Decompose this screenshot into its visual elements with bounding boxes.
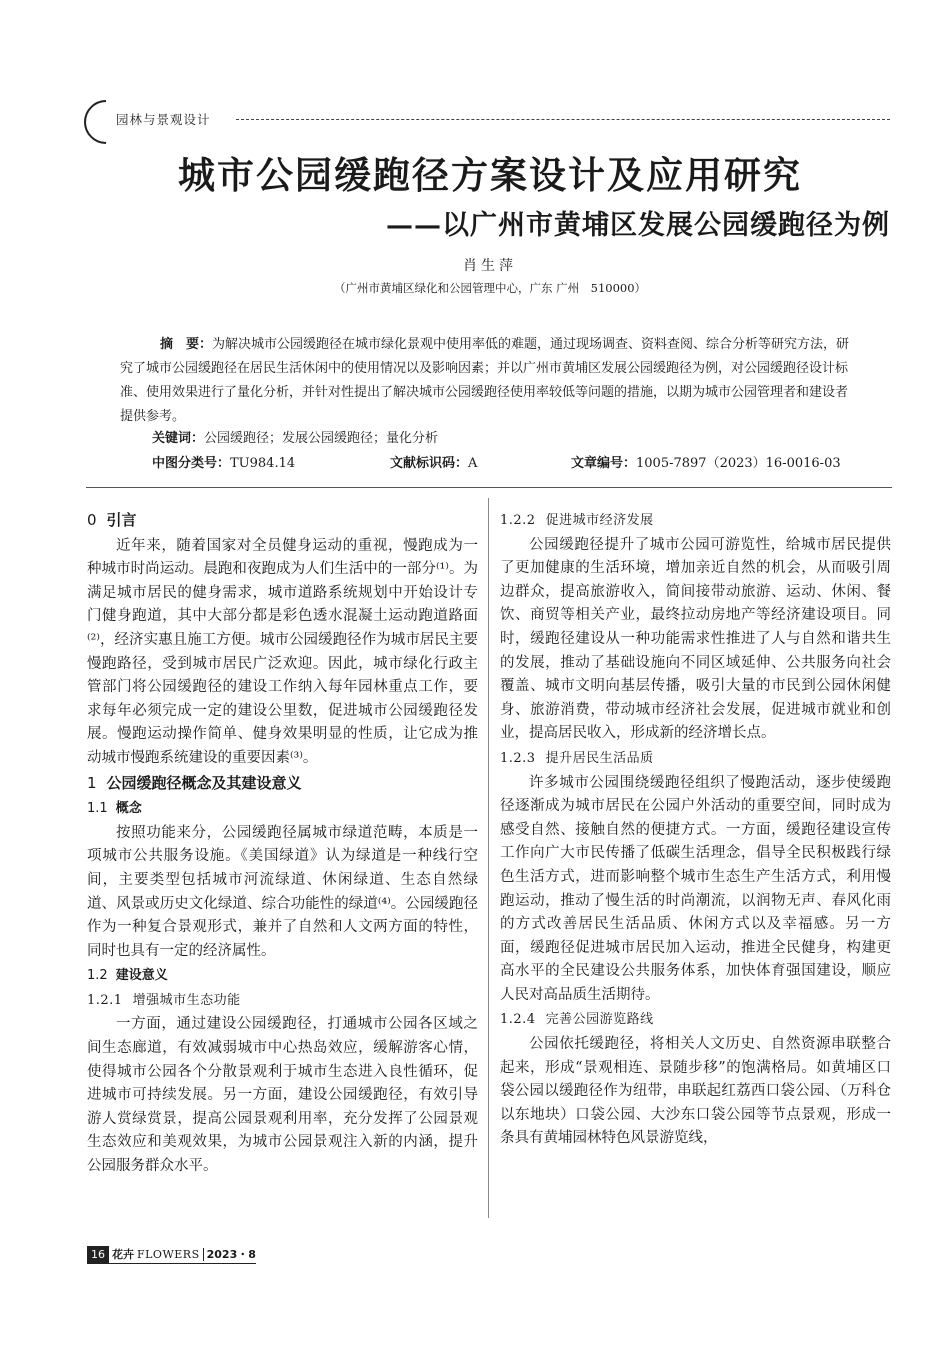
section-heading: 1 公园缓跑径概念及其建设意义 (87, 773, 302, 792)
article-number-label: 文章编号： (571, 456, 637, 471)
subsubsection-heading: 1.2.4 完善公园游览路线 (500, 1012, 654, 1028)
paragraph: 一方面，通过建设公园缓跑径，打通城市公园各区域之间生态廊道，有效减弱城市中心热岛效应，缓解游客心情，使得城市公园各个分散景观利于城市生态进入良性循环，促进城市可持续发展。另一方面，建设公园缓跑径，有效引导游人赏绿赏景，提高公园景观利用率，充分发挥了公园景观生态效应和美观效果，为城市公园景观注入新的内涵，提升公园服务群众水平。 (87, 1016, 478, 1175)
header-dashed-rule (236, 119, 890, 120)
page-footer (87, 1245, 256, 1264)
keywords (152, 427, 438, 446)
article-number-value: 1005-7897（2023）16-0016-03 (636, 456, 841, 471)
column-divider (488, 498, 489, 1218)
doc-code-label: 文献标识码： (390, 456, 469, 471)
subsubsection-heading: 1.2.3 提升居民生活品质 (500, 750, 654, 766)
subsection-heading: 1.2 建设意义 (87, 968, 168, 984)
page-number: 16 (87, 1246, 109, 1263)
keywords-text: 公园缓跑径；发展公园缓跑径；量化分析 (204, 431, 439, 446)
page-subtitle: ——以广州市黄埔区发展公园缓跑径为例 (386, 210, 890, 241)
doc-code (390, 452, 477, 471)
author: 肖生萍 (463, 258, 517, 274)
subsubsection-heading: 1.2.2 促进城市经济发展 (500, 513, 654, 528)
journal-name: 花卉 (112, 1248, 134, 1261)
article-number (571, 452, 841, 471)
subsubsection-heading: 1.2.1 增强城市生态功能 (87, 992, 241, 1008)
paragraph: 按照功能来分，公园缓跑径属城市绿道范畴，本质是一项城市公共服务设施。《美国绿道》认为绿道是一种线行空间，主要类型包括城市河流绿道、休闲绿道、生态自然绿道、风景或历史文化绿道、综合功能性的绿道⁽⁴⁾。公园缓跑径作为一种复合景观形式，兼并了自然和人文两方面的特性，同时也具有一定的经济属性。 (87, 824, 478, 959)
paragraph: 公园依托缓跑径，将相关人文历史、自然资源串联整合起来，形成“景观相连、景随步移”的饱满格局。如黄埔区口袋公园以缓跑径作为纽带，串联起红荔西口袋公园、（万科仓以东地块）口袋公园、大沙东口袋公园等节点景观，形成一条具有黄埔园林特色风景游览线， (500, 1036, 891, 1147)
issue-number: 2023・8 (206, 1248, 256, 1261)
abstract-label: 摘 要： (160, 337, 213, 352)
affiliation: （广州市黄埔区绿化和公园管理中心，广东 广州 510000） (333, 281, 647, 295)
clc-number (152, 452, 295, 471)
paragraph: 许多城市公园围绕缓跑径组织了慢跑活动，逐步使缓跑径逐渐成为城市居民在公园户外活动的重要空间，同时成为感受自然、接触自然的便捷方式。一方面，缓跑径建设宣传工作向广大市民传播了低碳生活理念，倡导全民积极践行绿色生活方式，进而影响整个城市生态生产生活方式，利用慢跑运动，推动了慢生活的时尚潮流，以润物无声、春风化雨的方式改善居民生活品质、休闲方式以及幸福感。另一方面，缓跑径促进城市居民加入运动，推进全民健身，构建更高水平的全民建设公共服务体系，加快体育强国建设，顺应人民对高品质生活期待。 (500, 774, 891, 1003)
section-label: 园林与景观设计 (116, 112, 211, 127)
keywords-label: 关键词： (152, 431, 205, 446)
section-heading: 0 引言 (87, 511, 137, 529)
paragraph: 公园缓跑径提升了城市公园可游览性，给城市居民提供了更加健康的生活环境，增加亲近自然的机会，从而吸引周边群众，提高旅游收入，简间接带动旅游、运动、休闲、餐饮、商贸等相关产业，最终拉动房地产等经济建设项目。同时，缓跑径建设从一种功能需求性推进了人与自然和谐共生的发展，推动了基础设施向不同区域延伸、公共服务向社会覆盖、城市文明向基层传播，吸引大量的市民到公园休闲健身、旅游消费，带动城市经济社会发展，促进城市就业和创业，提高居民收入，形成新的经济增长点。 (500, 536, 891, 742)
clc-value: TU984.14 (230, 456, 296, 471)
left-column (87, 508, 478, 1179)
page-title: 城市公园缓跑径方案设计及应用研究 (178, 153, 802, 197)
journal-name-en: FLOWERS (137, 1248, 204, 1261)
right-column (500, 508, 891, 1151)
abstract-text: 为解决城市公园缓跑径在城市绿化景观中使用率低的难题，通过现场调查、资料查阅、综合分析等研究方法，研究了城市公园缓跑径在居民生活休闲中的使用情况以及影响因素；并以广州市黄埔区发展公园缓跑径为例，对公园缓跑径设计标准、使用效果进行了量化分析，并针对性提出了解决城市公园缓跑径使用率较低等问题的措施，以期为城市公园管理者和建设者提供参考。 (120, 337, 850, 424)
abstract-divider (86, 487, 892, 488)
abstract (120, 333, 860, 429)
clc-label: 中图分类号： (152, 456, 231, 471)
subsection-heading: 1.1 概念 (87, 801, 142, 817)
doc-code-value: A (468, 456, 478, 471)
paragraph: 近年来，随着国家对全员健身运动的重视，慢跑成为一种城市时尚运动。晨跑和夜跑成为人们生活中的一部分⁽¹⁾。为满足城市居民的健身需求，城市道路系统规划中开始设计专门健身跑道，其中大部分都是彩色透水混凝土运动跑道路面⁽²⁾，经济实惠且施工方便。城市公园缓跑径作为城市居民主要慢跑路径，受到城市居民广泛欢迎。因此，城市绿化行政主管部门将公园缓跑径的建设工作纳入每年园林重点工作，要求每年必须完成一定的建设公里数，促进城市公园缓跑径发展。慢跑运动操作简单、健身效果明显的性质，让它成为推动城市慢跑系统建设的重要因素⁽³⁾。 (87, 537, 478, 766)
